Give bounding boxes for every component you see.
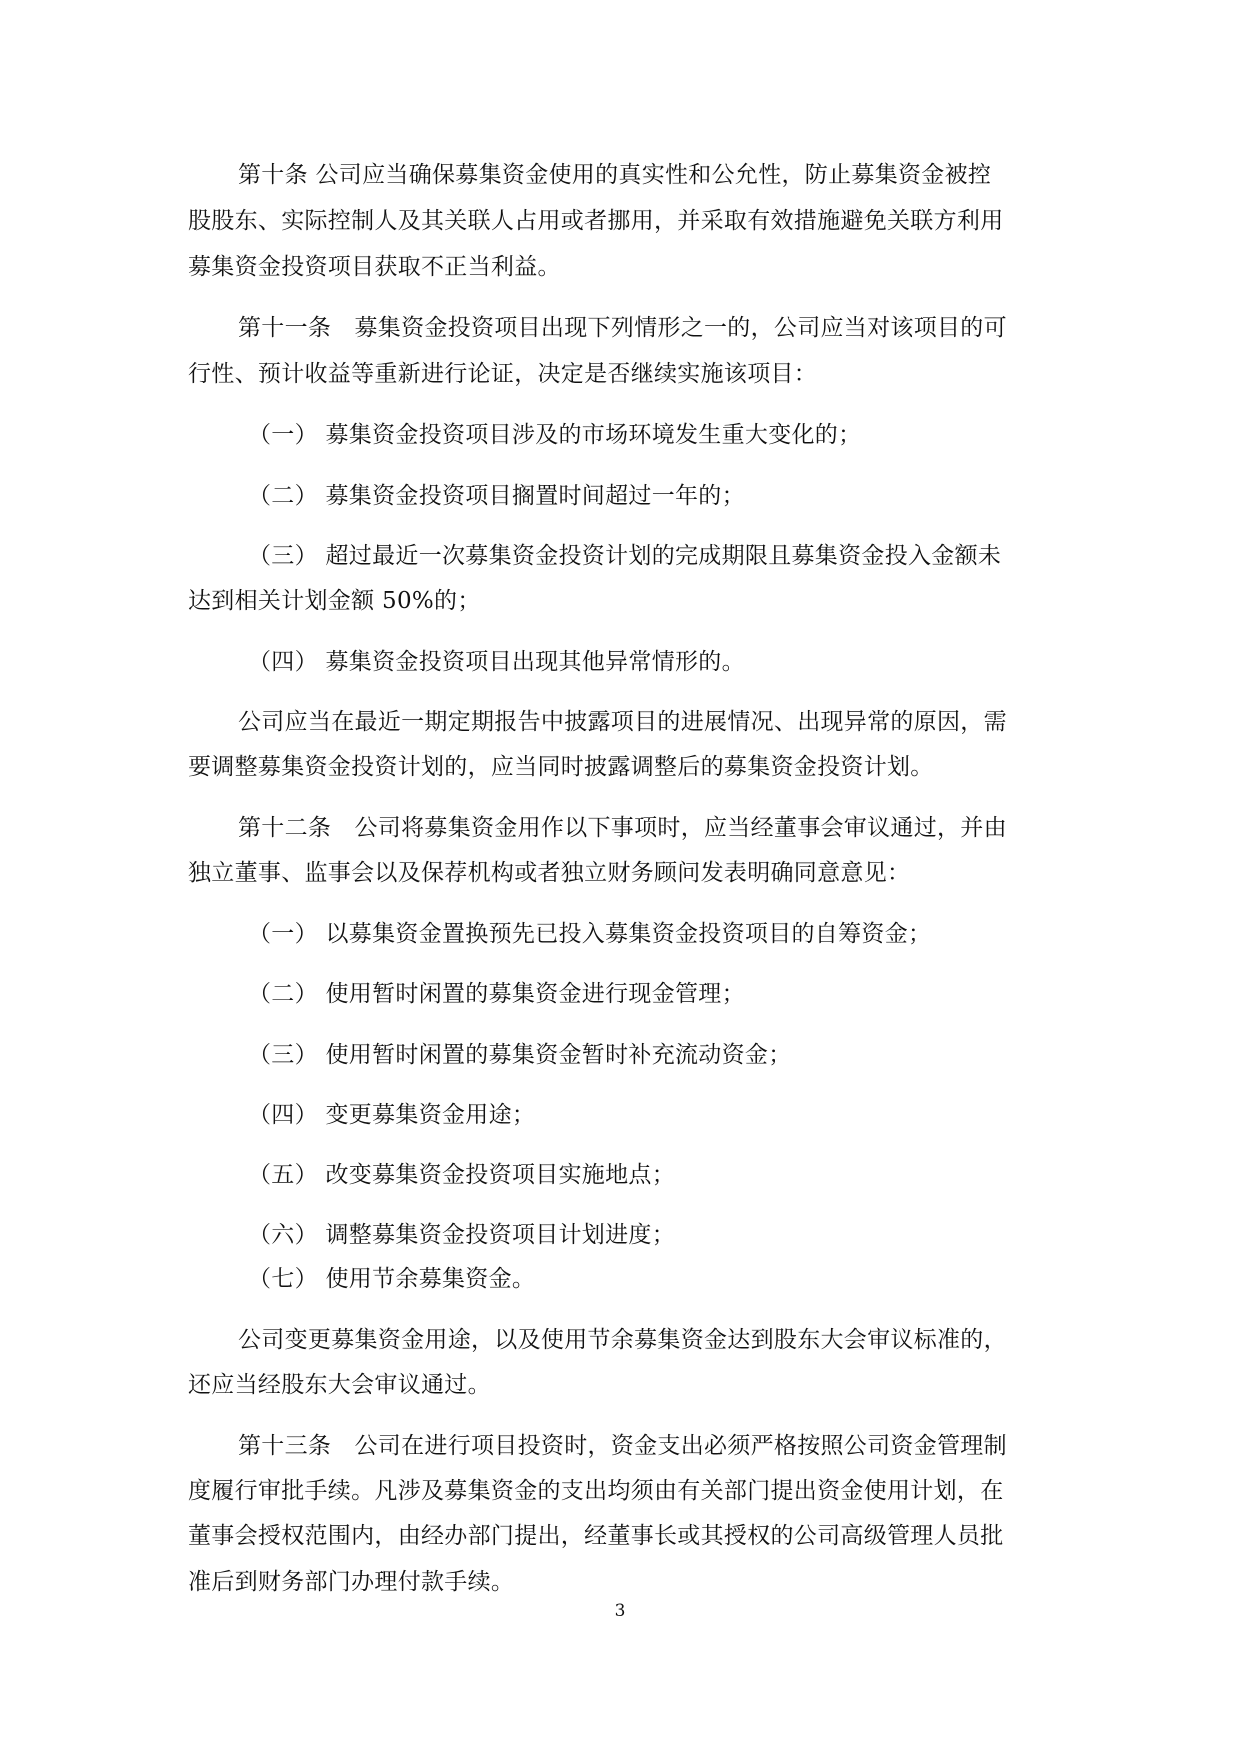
article-13-line-1: 第十三条 公司在进行项目投资时，资金支出必须严格按照公司资金管理制	[238, 1433, 1007, 1459]
article-11-item-3-line-1: （三） 超过最近一次募集资金投资计划的完成期限且募集资金投入金额未	[248, 543, 1002, 569]
article-13-line-2: 度履行审批手续。凡涉及募集资金的支出均须由有关部门提出资金使用计划，在	[188, 1478, 1004, 1504]
article-12-item-2: （二） 使用暂时闲置的募集资金进行现金管理；	[248, 981, 745, 1007]
article-12-note-line-2: 还应当经股东大会审议通过。	[188, 1372, 491, 1398]
article-11-item-1: （一） 募集资金投资项目涉及的市场环境发生重大变化的；	[248, 422, 862, 448]
article-11-item-2: （二） 募集资金投资项目搁置时间超过一年的；	[248, 483, 745, 509]
article-11-line-2: 行性、预计收益等重新进行论证，决定是否继续实施该项目：	[188, 361, 818, 387]
article-11-line-1: 第十一条 募集资金投资项目出现下列情形之一的，公司应当对该项目的可	[238, 315, 1007, 341]
article-11-note-line-1: 公司应当在最近一期定期报告中披露项目的进展情况、出现异常的原因，需	[238, 709, 1007, 735]
article-13-line-3: 董事会授权范围内，由经办部门提出，经董事长或其授权的公司高级管理人员批	[188, 1523, 1004, 1549]
article-12-line-1: 第十二条 公司将募集资金用作以下事项时，应当经董事会审议通过，并由	[238, 815, 1007, 841]
article-12-note-line-1: 公司变更募集资金用途，以及使用节余募集资金达到股东大会审议标准的，	[238, 1327, 1007, 1353]
article-12-item-5: （五） 改变募集资金投资项目实施地点；	[248, 1162, 676, 1188]
article-12-item-7: （七） 使用节余募集资金。	[248, 1266, 536, 1292]
article-10-line-1: 第十条 公司应当确保募集资金使用的真实性和公允性，防止募集资金被控	[238, 162, 992, 188]
article-10-line-3: 募集资金投资项目获取不正当利益。	[188, 254, 561, 280]
article-11-note-line-2: 要调整募集资金投资计划的，应当同时披露调整后的募集资金投资计划。	[188, 754, 934, 780]
article-10-line-2: 股股东、实际控制人及其关联人占用或者挪用，并采取有效措施避免关联方利用	[188, 208, 1004, 234]
article-11-item-4: （四） 募集资金投资项目出现其他异常情形的。	[248, 649, 745, 675]
article-12-item-1: （一） 以募集资金置换预先已投入募集资金投资项目的自筹资金；	[248, 921, 932, 947]
page-number: 3	[614, 1601, 626, 1621]
article-12-item-3: （三） 使用暂时闲置的募集资金暂时补充流动资金；	[248, 1042, 792, 1068]
article-12-line-2: 独立董事、监事会以及保荐机构或者独立财务顾问发表明确同意意见：	[188, 860, 911, 886]
article-12-item-4: （四） 变更募集资金用途；	[248, 1102, 536, 1128]
article-11-item-3-line-2: 达到相关计划金额 50%的；	[188, 588, 481, 614]
article-12-item-6: （六） 调整募集资金投资项目计划进度；	[248, 1222, 676, 1248]
article-13-line-4: 准后到财务部门办理付款手续。	[188, 1569, 515, 1595]
